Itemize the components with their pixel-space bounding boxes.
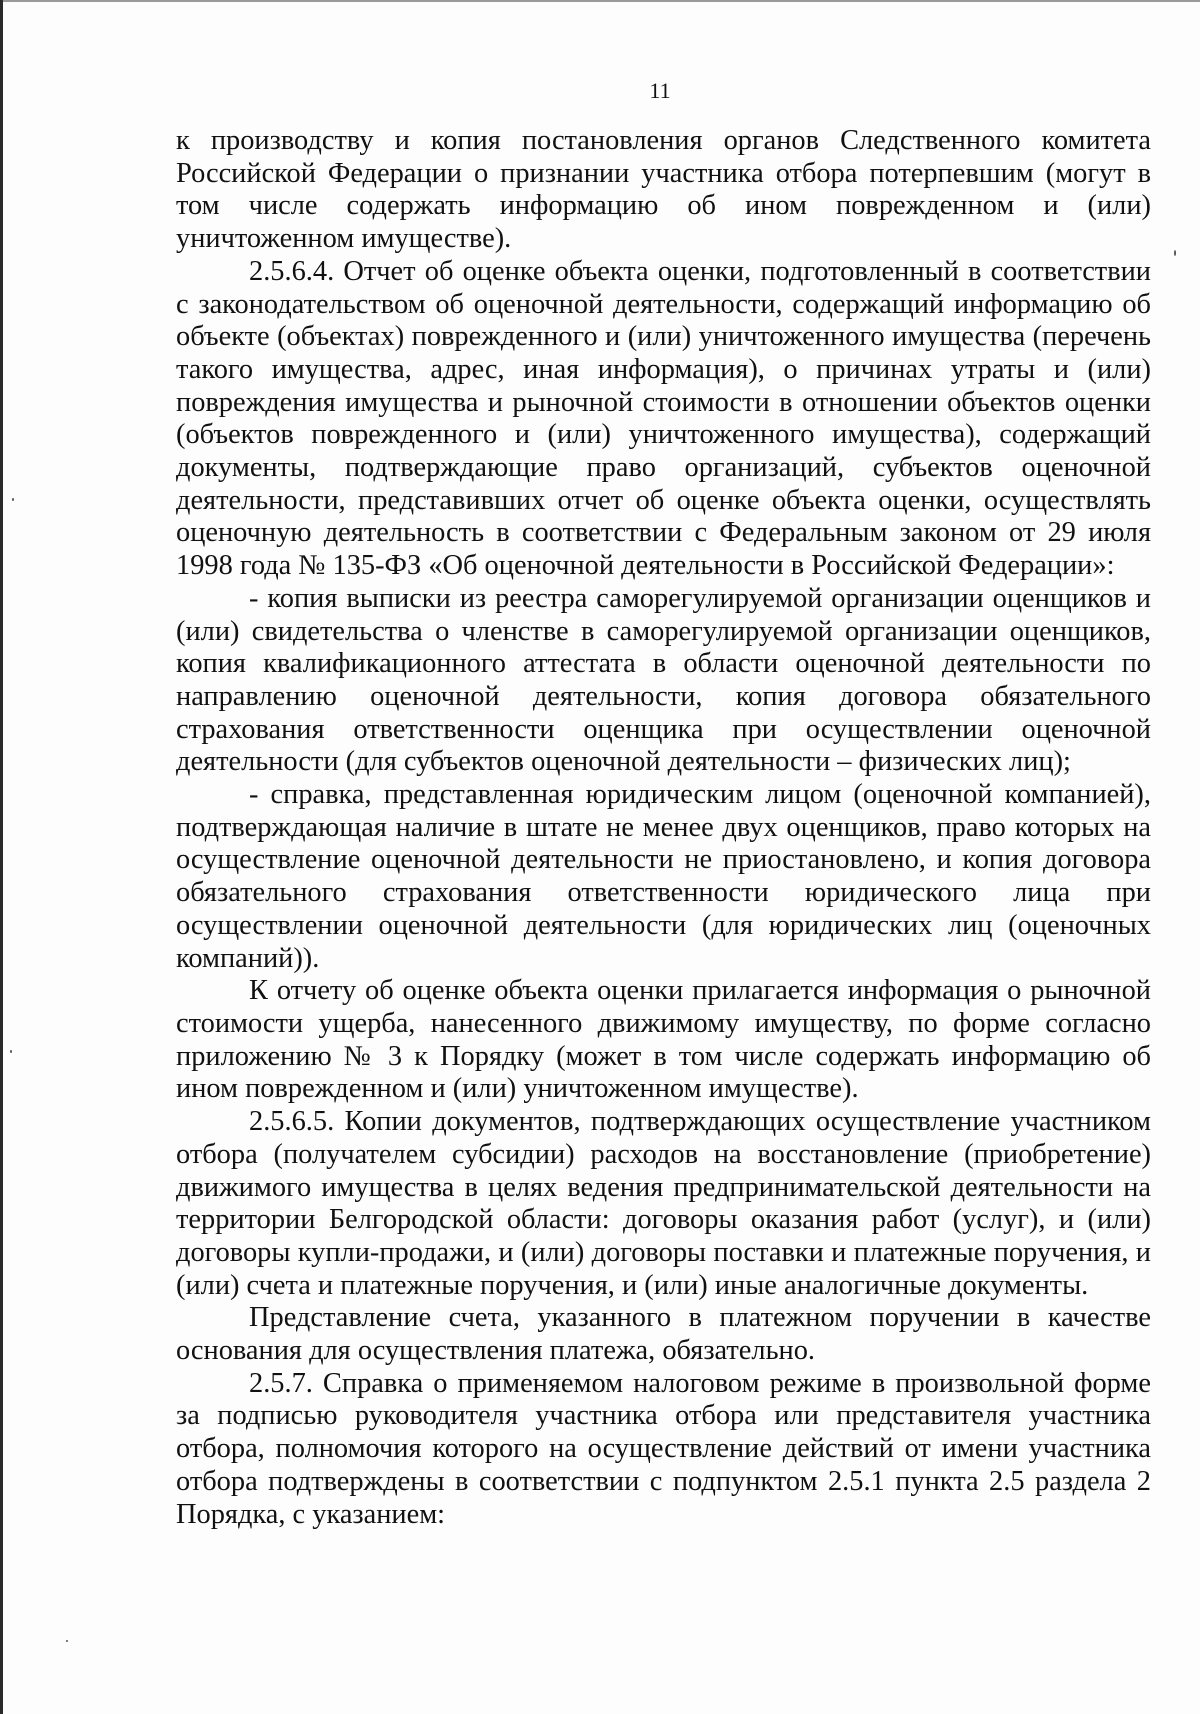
page-number: 11 bbox=[649, 78, 671, 103]
scan-speck bbox=[12, 498, 14, 501]
list-item-appraiser-registry: - копия выписки из реестра саморегулируемой организации оценщиков и (или) свидетельства о членстве в саморегулируемой организации оценщиков, копия квалификационного аттестата в области оценочной деятельности по направлению оценочной деятельности, копия договора обязательного страхования ответственности оценщика при осуществлении оценочной деятельности (для субъектов оценочной деятельности – физических лиц); bbox=[176, 582, 1151, 778]
scan-speck bbox=[1174, 250, 1176, 256]
scan-left-edge bbox=[0, 0, 3, 1714]
scan-speck bbox=[66, 1640, 68, 1642]
scan-top-edge bbox=[0, 0, 1200, 2]
list-item-legal-entity-certificate: - справка, представленная юридическим лицом (оценочной компанией), подтверждающая наличие в штате не менее двух оценщиков, право которых на осуществление оценочной деятельности не приостановлено, и копия договора обязательного страхования ответственности юридического лица при осуществлении оценочной деятельности (для юридических лиц (оценочных компаний)). bbox=[176, 779, 1151, 974]
paragraph-2-5-7: 2.5.7. Справка о применяемом налоговом режиме в произвольной форме за подписью руководителя участника отбора или представителя участника отбора, полномочия которого на осуществление действий от имени участника отбора подтверждены в соответствии с подпунктом 2.5.1 пункта 2.5 раздела 2 Порядка, с указанием: bbox=[176, 1367, 1151, 1530]
paragraph-2-5-6-4: 2.5.6.4. Отчет об оценке объекта оценки, подготовленный в соответствии с законодательством об оценочной деятельности, содержащий информацию об объекте (объектах) поврежденного и (или) уничтоженного имущества (перечень такого имущества, адрес, иная информация), о причинах утраты и (или) повреждения имущества и рыночной стоимости в отношении объектов оценки (объектов поврежденного и (или) уничтоженного имущества), содержащий документы, подтверждающие право организаций, субъектов оценочной деятельности, представивших отчет об оценке объекта оценки, осуществлять оценочную деятельность в соответствии с Федеральным законом от 29 июля 1998 года № 135-ФЗ «Об оценочной деятельности в Российской Федерации»: bbox=[176, 255, 1151, 582]
paragraph-continuation: к производству и копия постановления органов Следственного комитета Российской Федерации о признании участника отбора потерпевшим (могут в том числе содержать информацию об ином поврежденном и (или) уничтоженном имуществе). bbox=[176, 125, 1151, 255]
paragraph-2-5-6-5: 2.5.6.5. Копии документов, подтверждающих осуществление участником отбора (получателем субсидии) расходов на восстановление (приобретение) движимого имущества в целях ведения предпринимательской деятельности на территории Белгородской области: договоры оказания работ (услуг), и (или) договоры купли-продажи, и (или) договоры поставки и платежные поручения, и (или) счета и платежные поручения, и (или) иные аналогичные документы. bbox=[176, 1106, 1151, 1301]
paragraph-market-value-attachment: К отчету об оценке объекта оценки прилагается информация о рыночной стоимости ущерба, нанесенного движимому имуществу, по форме согласно приложению № 3 к Порядку (может в том числе содержать информацию об ином поврежденном и (или) уничтоженном имуществе). bbox=[176, 975, 1151, 1105]
paragraph-invoice-requirement: Представление счета, указанного в платежном поручении в качестве основания для осуществления платежа, обязательно. bbox=[176, 1302, 1151, 1367]
scan-speck bbox=[10, 1050, 12, 1053]
document-body bbox=[176, 125, 1151, 1531]
